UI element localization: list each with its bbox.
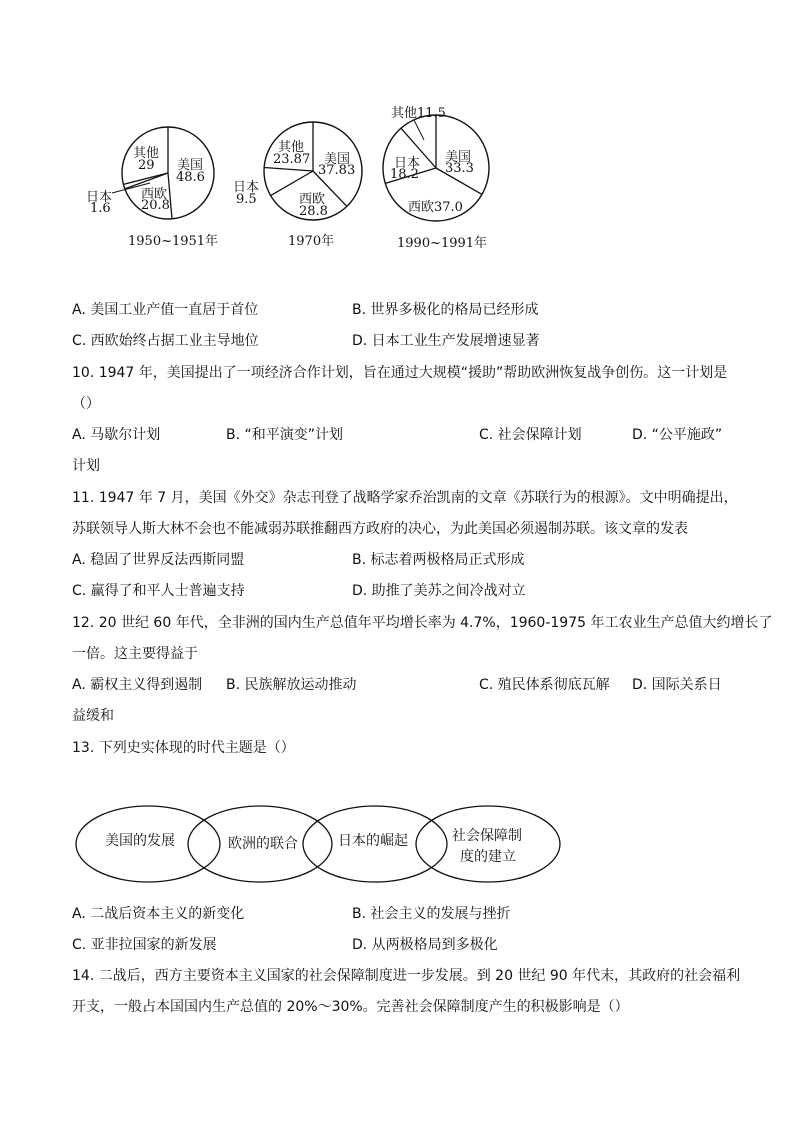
pie1-eu-value: 20.8 bbox=[141, 198, 170, 213]
circle-label-social-2: 度的建立 bbox=[460, 849, 516, 865]
pie1-us-name: 美国 bbox=[177, 158, 204, 173]
pie-slice-boundary-其他 bbox=[264, 168, 313, 172]
q10-option-d: D. “公平施政” bbox=[632, 427, 723, 443]
pie3-other-label: 其他11.5 bbox=[391, 106, 446, 121]
q11-option-b: B. 标志着两极格局正式形成 bbox=[352, 552, 525, 568]
pie2-us-value: 37.83 bbox=[318, 163, 356, 178]
q9-option-d: D. 日本工业生产发展增速显著 bbox=[352, 333, 540, 349]
pie2-jp-value: 9.5 bbox=[236, 192, 257, 207]
q13-option-a: A. 二战后资本主义的新变化 bbox=[72, 906, 245, 922]
pie3-us-name: 美国 bbox=[445, 150, 472, 165]
q12-stem-line2: 一倍。这主要得益于 bbox=[72, 646, 198, 662]
q11-option-d: D. 助推了美苏之间冷战对立 bbox=[352, 583, 526, 599]
q9-option-c: C. 西欧始终占据工业主导地位 bbox=[72, 333, 259, 349]
q12-option-d-continued: 益缓和 bbox=[72, 708, 114, 724]
pie3-jp-value: 18.2 bbox=[390, 167, 419, 182]
q13-stem: 13. 下列史实体现的时代主题是（） bbox=[72, 740, 295, 756]
q10-option-b: B. “和平演变”计划 bbox=[226, 427, 344, 443]
q9-option-b: B. 世界多极化的格局已经形成 bbox=[352, 302, 539, 318]
q11-stem-line1: 11. 1947 年 7 月，美国《外交》杂志刊登了战略学家乔治凯南的文章《苏联行为的根源》。文中明确提出， bbox=[72, 490, 738, 506]
q9-option-a: A. 美国工业产值一直居于首位 bbox=[72, 302, 259, 318]
pie1-other-value: 29 bbox=[138, 158, 155, 173]
q11-stem-line2: 苏联领导人斯大林不会也不能减弱苏联推翻西方政府的决心，为此美国必须遏制苏联。该文章的发表 bbox=[72, 521, 688, 537]
pie1-us-value: 48.6 bbox=[176, 170, 205, 185]
pie2-eu-value: 28.8 bbox=[299, 204, 328, 219]
pie2-other-value: 23.87 bbox=[273, 152, 311, 167]
pie3-eu-label: 西欧37.0 bbox=[408, 200, 463, 215]
q12-option-b: B. 民族解放运动推动 bbox=[226, 677, 357, 693]
q13-option-c: C. 亚非拉国家的新发展 bbox=[72, 937, 217, 953]
q11-option-a: A. 稳固了世界反法西斯同盟 bbox=[72, 552, 245, 568]
q14-stem-line1: 14. 二战后，西方主要资本主义国家的社会保障制度进一步发展。到 20 世纪 90 年代末，其政府的社会福利 bbox=[72, 968, 741, 984]
pie3-caption: 1990~1991年 bbox=[397, 236, 488, 251]
pie2-eu-name: 西欧 bbox=[299, 192, 326, 207]
pie1-caption: 1950~1951年 bbox=[128, 234, 219, 249]
circle-label-europe: 欧洲的联合 bbox=[228, 836, 298, 852]
q13-option-b: B. 社会主义的发展与挫折 bbox=[352, 906, 511, 922]
pie-charts bbox=[0, 0, 794, 260]
pie1-other-name: 其他 bbox=[133, 146, 160, 161]
q12-option-a: A. 霸权主义得到遏制 bbox=[72, 677, 203, 693]
q13-option-d: D. 从两极格局到多极化 bbox=[352, 937, 498, 953]
q10-option-c: C. 社会保障计划 bbox=[479, 427, 582, 443]
q14-stem-line2: 开支，一般占本国国内生产总值的 20%～30%。完善社会保障制度产生的积极影响是（） bbox=[72, 999, 629, 1015]
pie3-jp-name: 日本 bbox=[394, 156, 421, 171]
q10-option-d-continued: 计划 bbox=[72, 458, 100, 474]
q10-stem-line1: 10. 1947 年，美国提出了一项经济合作计划，旨在通过大规模“援助”帮助欧洲恢复战争创伤。这一计划是 bbox=[72, 365, 728, 381]
circle-label-us: 美国的发展 bbox=[105, 833, 175, 849]
pie3-other-leader-line bbox=[414, 120, 424, 140]
q10-stem-line2: （） bbox=[72, 396, 100, 412]
q12-option-c: C. 殖民体系彻底瓦解 bbox=[479, 677, 610, 693]
pie2-us-name: 美国 bbox=[324, 152, 351, 167]
pie2-caption: 1970年 bbox=[288, 234, 335, 249]
pie1-jp-name: 日本 bbox=[86, 190, 113, 205]
q12-stem-line1: 12. 20 世纪 60 年代，全非洲的国内生产总值年平均增长率为 4.7%，1960-1975 年工农业生产总值大约增长了 bbox=[72, 615, 773, 631]
pie1-jp-value: 1.6 bbox=[90, 201, 111, 216]
circle-label-japan: 日本的崛起 bbox=[338, 833, 408, 849]
q12-option-d: D. 国际关系日 bbox=[632, 677, 722, 693]
pie1-eu-name: 西欧 bbox=[141, 187, 168, 202]
q10-option-a: A. 马歇尔计划 bbox=[72, 427, 161, 443]
pie2-other-name: 其他 bbox=[278, 140, 305, 155]
pie3-us-value: 33.3 bbox=[445, 161, 474, 176]
circle-label-social-1: 社会保障制 bbox=[452, 828, 522, 844]
q11-option-c: C. 赢得了和平人士普遍支持 bbox=[72, 583, 245, 599]
pie2-jp-name: 日本 bbox=[233, 180, 260, 195]
